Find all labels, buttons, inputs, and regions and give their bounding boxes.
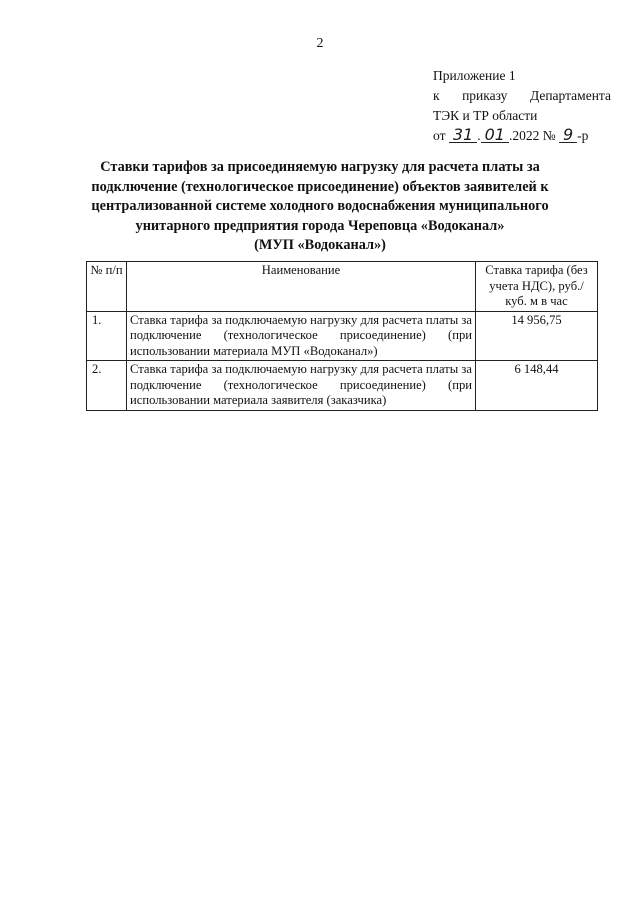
table-row [87,311,598,361]
header-rate: Ставка тарифа (без учета НДС), руб./куб. м в час [476,262,598,312]
page-number: 2 [316,36,324,51]
order-suffix: -р [577,128,589,143]
handwritten-day: 31 [449,128,477,143]
appendix-word-order: приказу [462,88,508,103]
appendix-title: Приложение 1 [433,68,516,83]
date-year-number-label: .2022 № [508,128,556,143]
handwritten-order-number: 9 [559,128,577,143]
date-prefix: от [433,128,446,143]
tariff-table [86,261,598,411]
title-line-5: (МУП «Водоканал») [254,237,386,253]
row-num: 1. [87,311,127,361]
title-line-1: Ставки тарифов за присоединяемую нагрузку для расчета платы за [100,159,540,175]
appendix-department: ТЭК и ТР области [433,108,538,123]
appendix-date-line [433,126,613,146]
row-name: Ставка тарифа за подключаемую нагрузку для расчета платы за подключение (технологическое присоединение) (при использовании материала МУП «Водоканал») [127,311,476,361]
table-row [87,361,598,411]
title-line-3: централизованной системе холодного водоснабжения муниципального [91,198,549,214]
appendix-block [433,66,613,146]
document-title [60,158,580,256]
row-num: 2. [87,361,127,411]
title-line-2: подключение (технологическое присоединение) объектов заявителей к [91,178,549,195]
appendix-word-department: Департамента [529,88,611,103]
row-rate: 14 956,75 [476,311,598,361]
title-line-4: унитарного предприятия города Череповца «Водоканал» [135,217,505,234]
header-name: Наименование [127,262,476,312]
row-name: Ставка тарифа за подключаемую нагрузку для расчета платы за подключение (технологическое присоединение) (при использовании материала заявителя (заказчика) [127,361,476,411]
appendix-order-line [433,86,611,106]
date-dot: . [477,128,481,143]
appendix-word-k: к [433,88,440,103]
header-num: № п/п [87,262,127,312]
table-header-row [87,262,598,312]
row-rate: 6 148,44 [476,361,598,411]
handwritten-month: 01 [481,128,509,143]
